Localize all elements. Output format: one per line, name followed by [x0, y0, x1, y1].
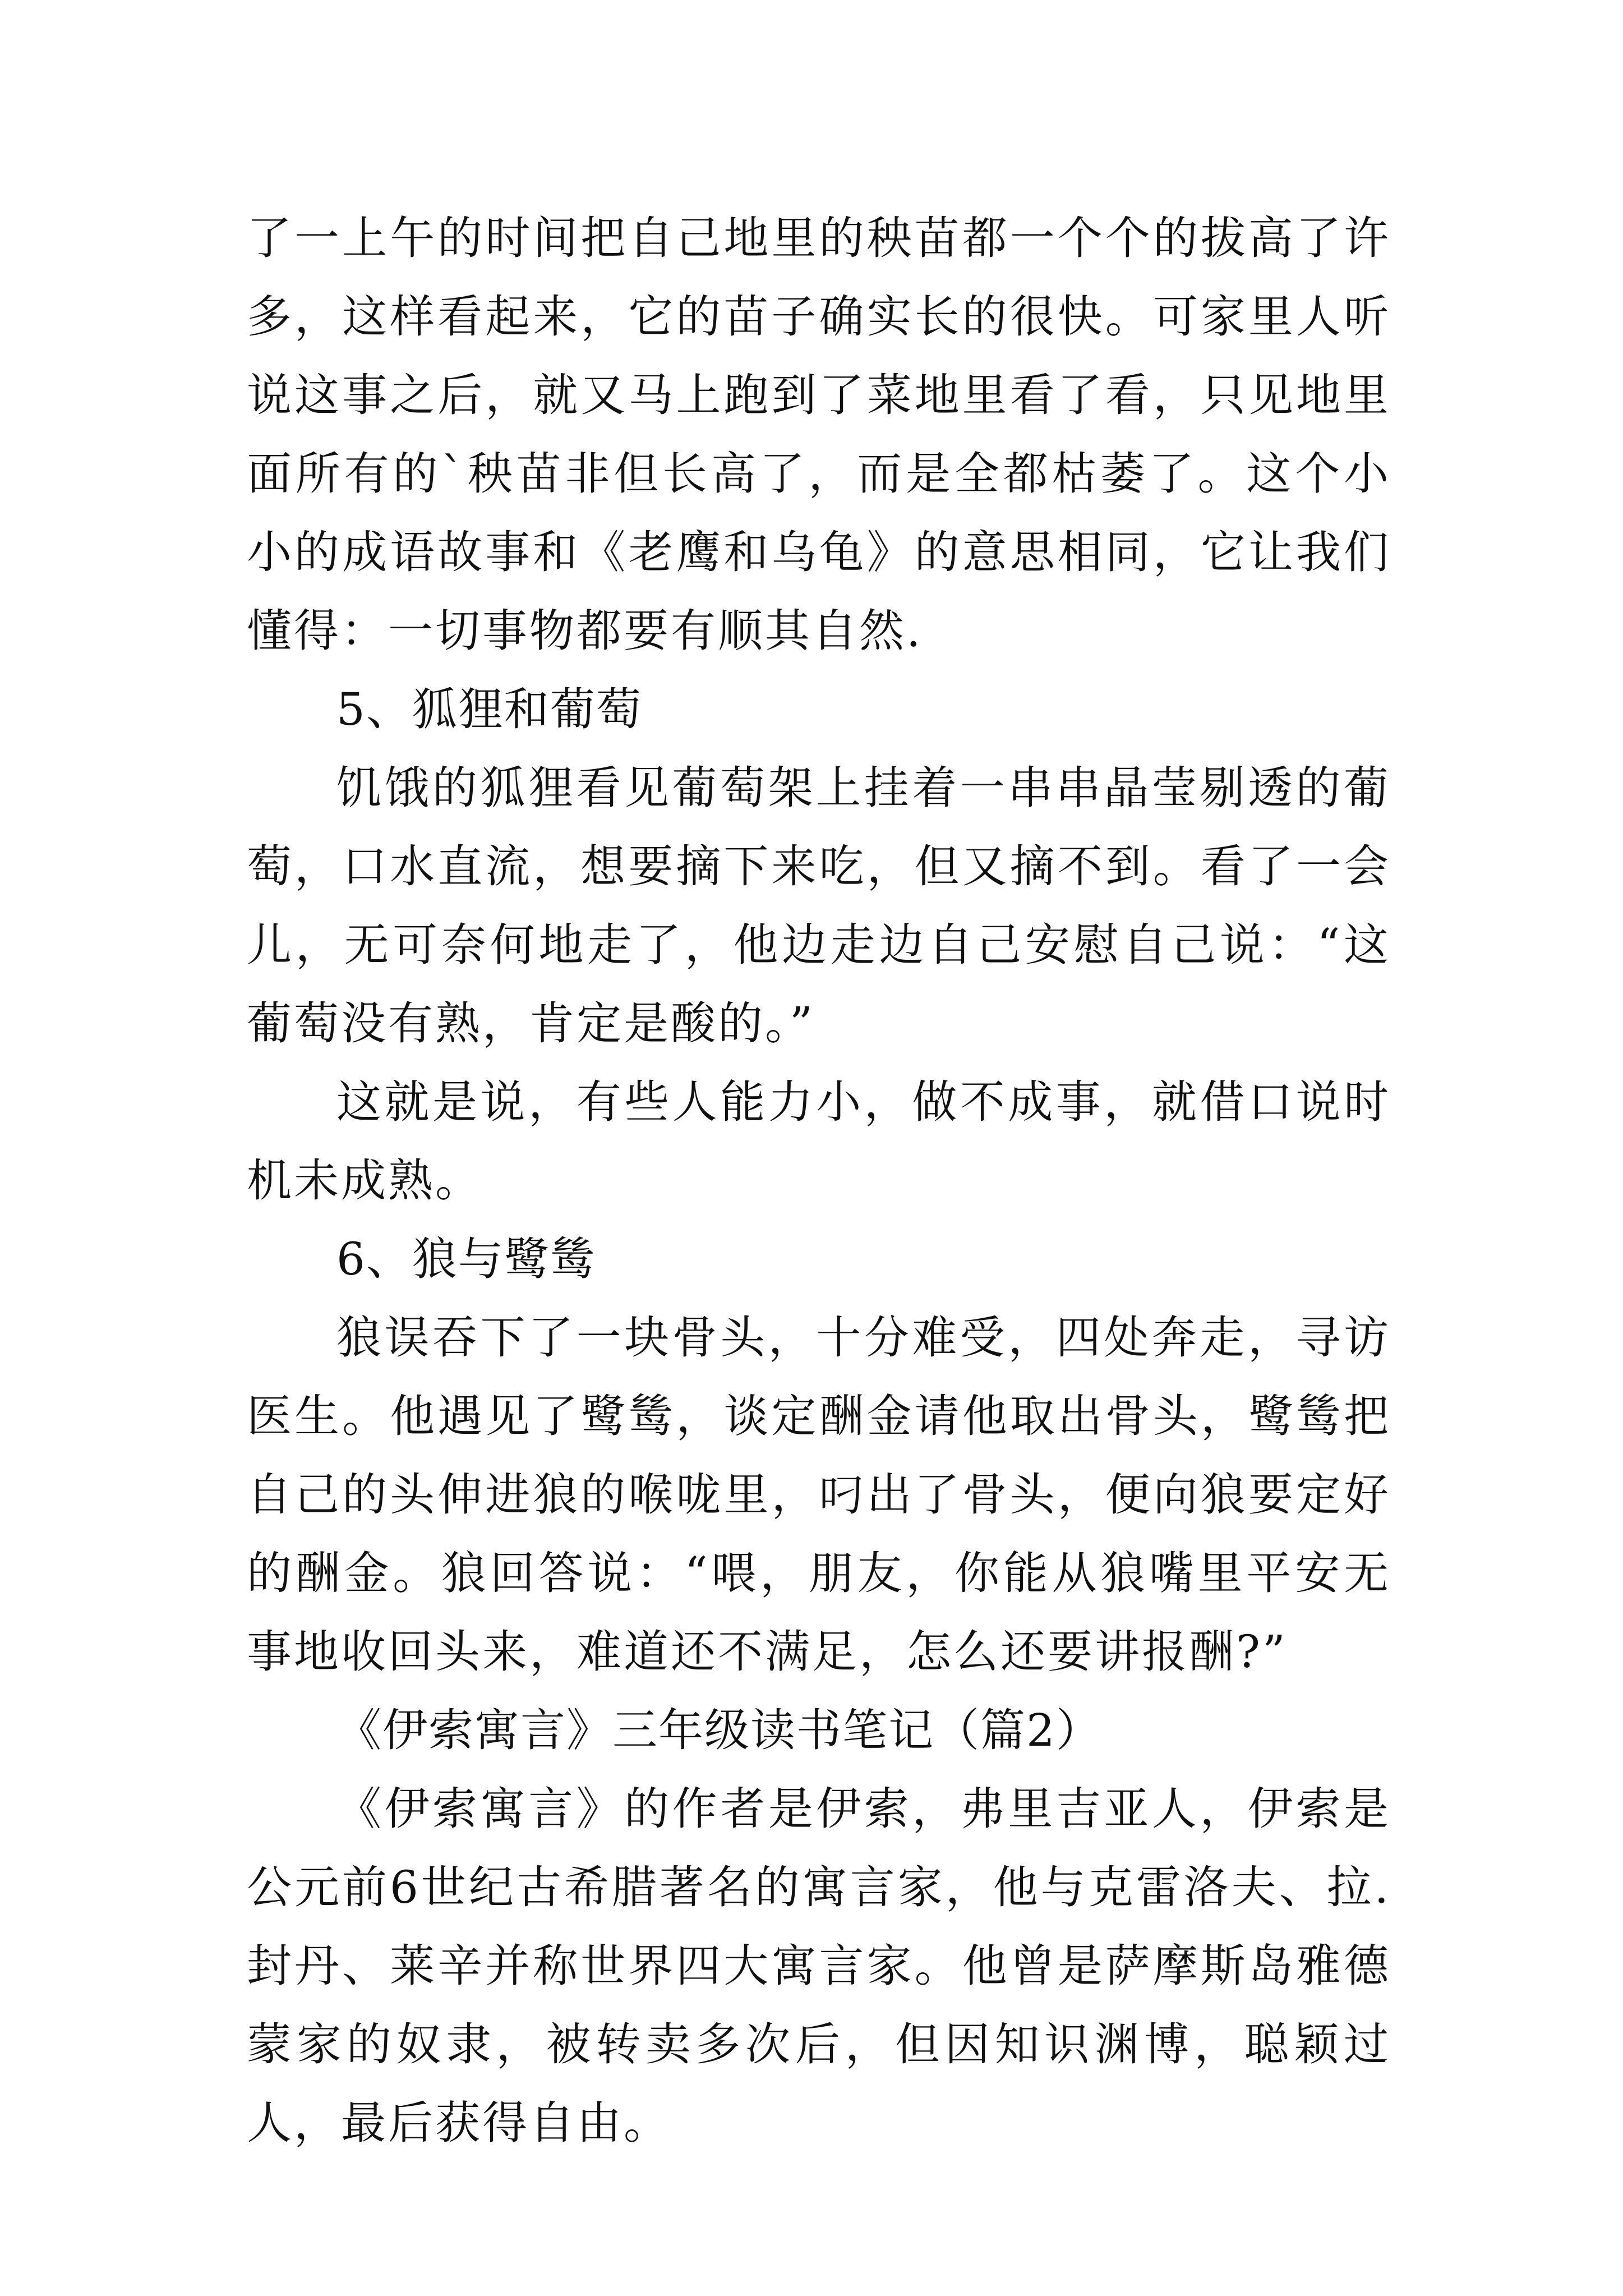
paragraph-seedlings-continued: 了一上午的时间把自己地里的秧苗都一个个的拔高了许多，这样看起来，它的苗子确实长的很快。可家里人听说这事之后，就又马上跑到了菜地里看了看，只见地里面所有的`秧苗非但长高了，而是全都枯萎了。这个小小的成语故事和《老鹰和乌龟》的意思相同，它让我们懂得：一切事物都要有顺其自然.: [247, 212, 1391, 657]
section-heading-wolf-and-heron: 6、狼与鹭鸶: [336, 1233, 596, 1285]
paragraph-wolf-story: 狼误吞下了一块骨头，十分难受，四处奔走，寻访医生。他遇见了鹭鸶，谈定酬金请他取出骨头，鹭鸶把自己的头伸进狼的喉咙里，叼出了骨头，便向狼要定好的酬金。狼回答说：“喂，朋友，你能从狼嘴里平安无事地收回头来，难道还不满足，怎么还要讲报酬?”: [247, 1312, 1391, 1678]
paragraph-fox-story: 饥饿的狐狸看见葡萄架上挂着一串串晶莹剔透的葡萄，口水直流，想要摘下来吃，但又摘不到。看了一会儿，无可奈何地走了，他边走边自己安慰自己说：“这葡萄没有熟，肯定是酸的。”: [247, 762, 1391, 1050]
article-heading-reading-notes-2: 《伊索寓言》三年级读书笔记（篇2）: [336, 1704, 1102, 1756]
paragraph-aesop-intro: 《伊索寓言》的作者是伊索，弗里吉亚人，伊索是公元前6世纪古希腊著名的寓言家，他与克雷洛夫、拉.封丹、莱辛并称世界四大寓言家。他曾是萨摩斯岛雅德蒙家的奴隶，被转卖多次后，但因知识渊博，聪颖过人，最后获得自由。: [247, 1783, 1391, 2149]
paragraph-fox-moral: 这就是说，有些人能力小，做不成事，就借口说时机未成熟。: [247, 1076, 1391, 1207]
document-body: [247, 199, 1391, 2162]
section-heading-fox-and-grapes: 5、狐狸和葡萄: [336, 683, 642, 735]
